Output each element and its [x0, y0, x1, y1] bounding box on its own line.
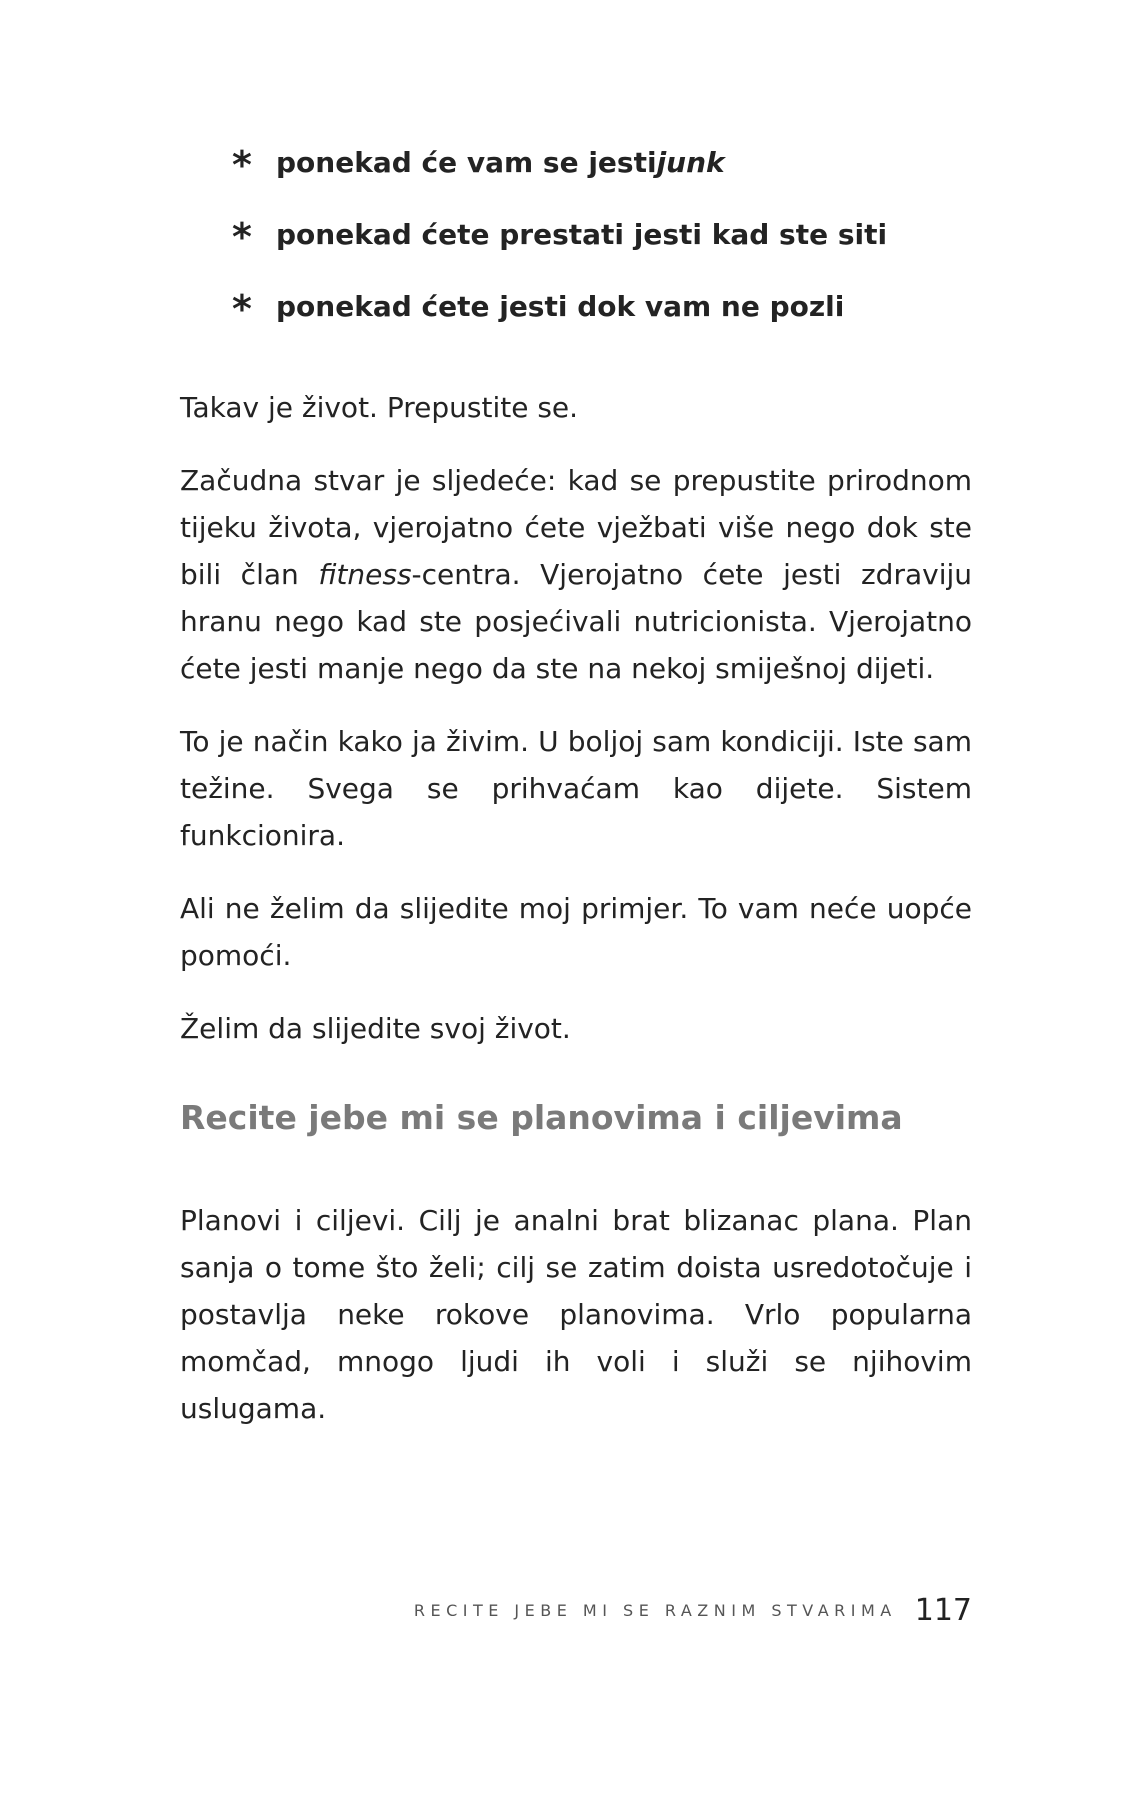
- paragraph-text: Takav je život. Prepustite se.: [180, 391, 579, 424]
- asterisk-bullet-icon: *: [232, 143, 252, 187]
- section-heading: Recite jebe mi se planovima i ciljevima: [180, 1098, 903, 1137]
- bullet-item: [232, 287, 887, 331]
- book-page: [180, 0, 972, 1800]
- paragraph-text: Ali ne želim da slijedite moj primjer. To vam neće uopće pomoći.: [180, 892, 972, 972]
- paragraph: [180, 1005, 972, 1052]
- bullet-text: ponekad ćete prestati jesti kad ste siti: [276, 217, 888, 251]
- asterisk-bullet-icon: *: [232, 287, 252, 331]
- bullet-list: [232, 144, 887, 360]
- bullet-text: ponekad ćete jesti dok vam ne pozli: [276, 289, 845, 323]
- paragraph-text: Začudna stvar je sljedeće: kad se prepustite prirodnom tijeku života, vjerojatno ćete vježbati više nego dok ste bili član: [180, 464, 972, 591]
- asterisk-bullet-icon: *: [232, 215, 252, 259]
- bullet-item: [232, 215, 888, 259]
- page-number: 117: [914, 1593, 972, 1628]
- paragraph: [180, 457, 972, 692]
- paragraph-text: To je način kako ja živim. U boljoj sam kondiciji. Iste sam težine. Svega se prihvaćam kao dijete. Sistem funkcionira.: [180, 725, 972, 852]
- bullet-text: ponekad će vam se jesti: [276, 145, 657, 179]
- paragraph: [180, 384, 972, 431]
- running-title: RECITE JEBE MI SE RAZNIM STVARIMA: [413, 1601, 897, 1620]
- bullet-italic-text: junk: [656, 145, 725, 179]
- body-text: [180, 384, 972, 1078]
- paragraph-text-after: -centra. Vjerojatno ćete jesti zdraviju hranu nego kad ste posjećivali nutricionista. Vjerojatno ćete jesti manje nego da ste na nekoj smiješnoj dijeti.: [180, 558, 972, 685]
- paragraph-text: Želim da slijedite svoj život.: [180, 1012, 571, 1045]
- paragraph: [180, 718, 972, 859]
- paragraph: [180, 885, 972, 979]
- section-body-text: [180, 1197, 972, 1458]
- section-paragraph: Planovi i ciljevi. Cilj je analni brat blizanac plana. Plan sanja o tome što želi; cilj se zatim doista usredotočuje i postavlja neke rokove planovima. Vrlo popularna momčad, mnogo ljudi ih voli i služi se njihovim uslugama.: [180, 1204, 972, 1425]
- page-footer: [180, 1593, 972, 1628]
- paragraph-italic: fitness: [318, 558, 412, 591]
- bullet-item: [232, 143, 887, 187]
